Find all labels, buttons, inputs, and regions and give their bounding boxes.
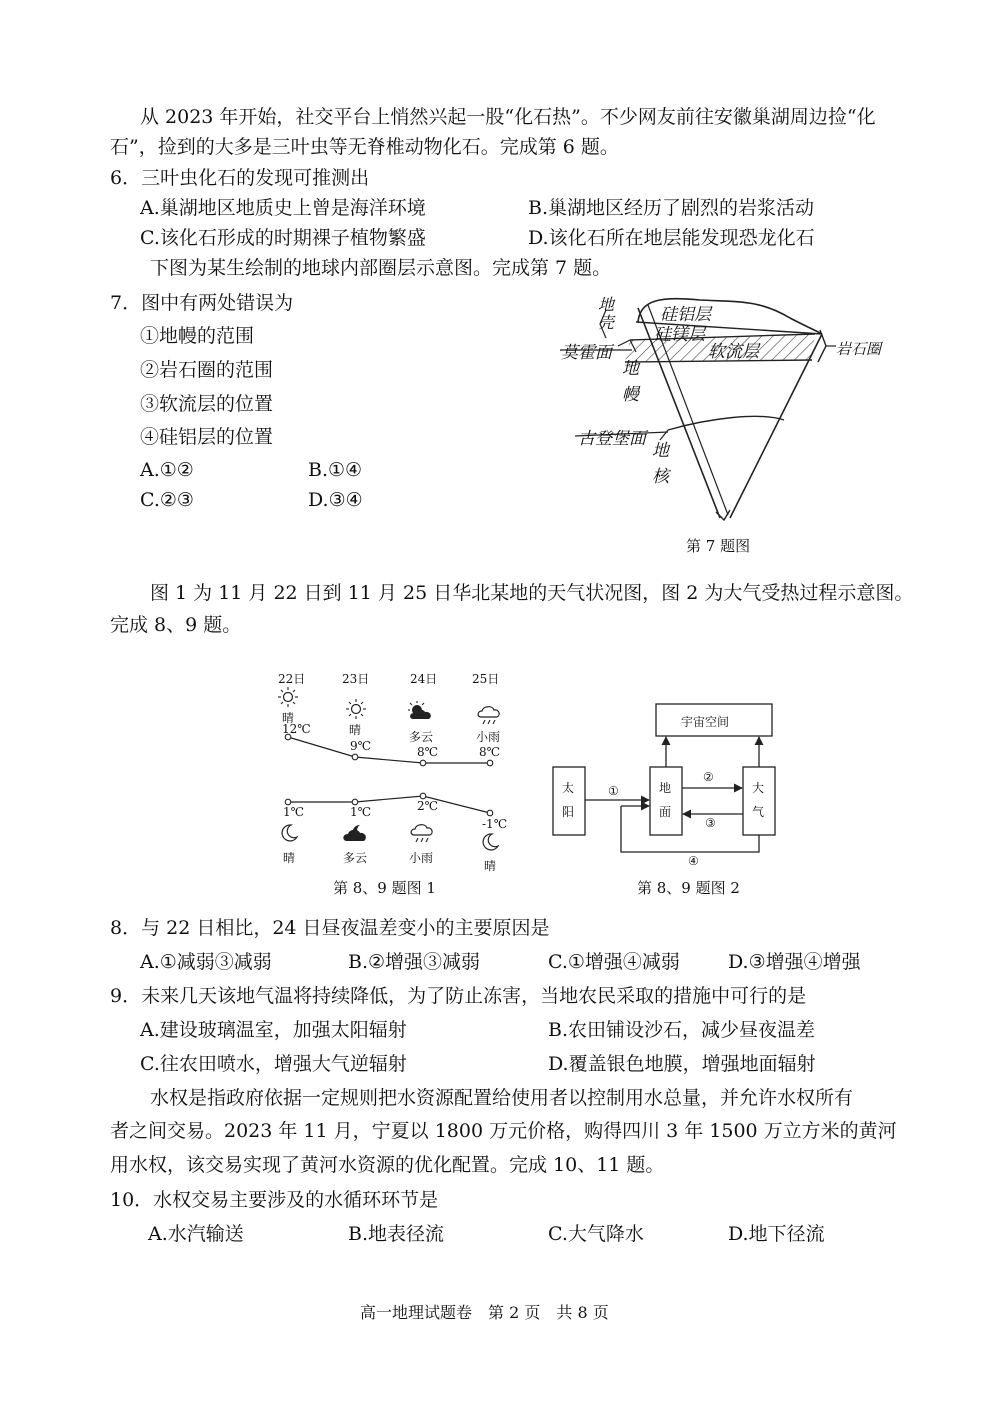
fig1-date-24: 24日 [410, 672, 438, 686]
q9-option-a: A.建设玻璃温室，加强太阳辐射 [140, 1019, 407, 1041]
fig1-day-weather-22: 晴 [282, 711, 295, 725]
fig1-night-weather-24: 小雨 [409, 851, 434, 865]
q6-option-c: C.该化石形成的时期裸子植物繁盛 [140, 227, 426, 249]
fig1-low-23: 1℃ [350, 805, 372, 819]
q7-item-3: ③软流层的位置 [140, 393, 274, 415]
fig2-num-3: ③ [705, 816, 716, 830]
fig1-high-22: 12℃ [282, 722, 311, 736]
fig1-low-24: 2℃ [417, 799, 439, 813]
fig2-num-1: ① [608, 784, 619, 798]
fig1-date-23: 23日 [342, 672, 370, 686]
q9-option-c: C.往农田喷水，增强大气逆辐射 [140, 1053, 407, 1075]
fig2-caption: 第 8、9 题图 2 [637, 879, 740, 897]
q8-option-d: D.③增强④增强 [728, 951, 861, 973]
fig7-label-lithosphere: 岩石圈 [836, 340, 882, 358]
fig2-num-4: ④ [688, 854, 699, 868]
fig1-date-22: 22日 [278, 672, 306, 686]
fig1-caption: 第 8、9 题图 1 [333, 879, 436, 897]
fig7-label-sima: 硅镁层 [654, 325, 705, 345]
q6-option-d: D.该化石所在地层能发现恐龙化石 [528, 227, 815, 249]
fig1-day-weather-23: 晴 [349, 723, 362, 737]
fig2-num-2: ② [703, 770, 714, 784]
fig1-night-weather-25: 晴 [484, 859, 497, 873]
q10-option-b: B.地表径流 [348, 1223, 445, 1245]
q7-option-a: A.①② [140, 459, 194, 481]
q8-stem: 8．与 22 日相比，24 日昼夜温差变小的主要原因是 [110, 917, 550, 939]
intro-6-line2: 石”，捡到的大多是三叶虫等无脊椎动物化石。完成第 6 题。 [110, 136, 619, 158]
fig1-day-weather-24: 多云 [409, 730, 434, 744]
intro-6-line1: 从 2023 年开始，社交平台上悄然兴起一股“化石热”。不少网友前往安徽巢湖周边捡“化 [140, 106, 876, 128]
q9-stem: 9．未来几天该地气温将持续降低，为了防止冻害，当地农民采取的措施中可行的是 [110, 985, 807, 1007]
q6-option-b: B.巢湖地区经历了剧烈的岩浆活动 [528, 197, 815, 219]
fig7-label-sial: 硅铝层 [660, 305, 711, 325]
intro-89-line1: 图 1 为 11 月 22 日到 11 月 25 日华北某地的天气状况图，图 2 为大气受热过程示意图。 [150, 582, 914, 604]
q7-option-d: D.③④ [308, 489, 363, 511]
fig7-label-core: 地核 [652, 441, 669, 487]
fig2-sun-label: 太阳 [562, 781, 575, 819]
fig1-high-25: 8℃ [479, 745, 501, 759]
fig1-date-25: 25日 [472, 672, 500, 686]
q8-option-c: C.①增强④减弱 [548, 951, 680, 973]
fig1-high-24: 8℃ [417, 745, 439, 759]
q8-option-a: A.①减弱③减弱 [140, 951, 272, 973]
fig2-space-label: 宇宙空间 [681, 715, 730, 729]
fig1-night-weather-23: 多云 [343, 851, 368, 865]
intro-89-line2: 完成 8、9 题。 [110, 614, 242, 636]
q7-item-4: ④硅铝层的位置 [140, 426, 274, 448]
fig7-label-moho: 莫霍面 [561, 343, 612, 363]
q10-option-c: C.大气降水 [548, 1223, 644, 1245]
intro-7: 下图为某生绘制的地球内部圈层示意图。完成第 7 题。 [150, 257, 612, 279]
q9-option-b: B.农田铺设沙石，减少昼夜温差 [548, 1019, 816, 1041]
q7-item-2: ②岩石圈的范围 [140, 359, 274, 381]
fig7-caption: 第 7 题图 [686, 537, 751, 555]
q10-option-d: D.地下径流 [728, 1223, 825, 1245]
q6-option-a: A.巢湖地区地质史上曾是海洋环境 [140, 197, 426, 219]
fig7-label-gutenberg: 古登堡面 [578, 429, 646, 449]
fig1-day-weather-25: 小雨 [476, 730, 501, 744]
fig1-high-23: 9℃ [350, 739, 372, 753]
q10-option-a: A.水汽输送 [148, 1223, 244, 1245]
fig2-atmosphere-label: 大气 [752, 781, 765, 819]
intro-1011-line2: 者之间交易。2023 年 11 月，宁夏以 1800 万元价格，购得四川 3 年 1500 万立方米的黄河 [110, 1120, 897, 1142]
fig1-low-22: 1℃ [283, 805, 305, 819]
q7-option-b: B.①④ [308, 459, 363, 481]
q9-option-d: D.覆盖银色地膜，增强地面辐射 [548, 1053, 816, 1075]
q7-item-1: ①地幔的范围 [140, 325, 255, 347]
fig1-low-25: -1℃ [482, 817, 508, 831]
intro-1011-line3: 用水权，该交易实现了黄河水资源的优化配置。完成 10、11 题。 [110, 1154, 665, 1176]
q8-option-b: B.②增强③减弱 [348, 951, 481, 973]
fig1-night-weather-22: 晴 [283, 851, 296, 865]
fig2-ground-label: 地面 [659, 781, 672, 819]
q7-stem: 7．图中有两处错误为 [110, 292, 294, 314]
fig7-label-mantle: 地幔 [622, 359, 639, 405]
page-footer: 高一地理试题卷 第 2 页 共 8 页 [360, 1303, 609, 1322]
q6-stem: 6．三叶虫化石的发现可推测出 [110, 167, 370, 189]
fig7-label-crust: 地壳 [598, 295, 615, 332]
q10-stem: 10．水权交易主要涉及的水循环环节是 [110, 1189, 439, 1211]
fig7-label-asthenosphere: 软流层 [708, 342, 759, 362]
intro-1011-line1: 水权是指政府依据一定规则把水资源配置给使用者以控制用水总量，并允许水权所有 [150, 1087, 854, 1109]
q7-option-c: C.②③ [140, 489, 194, 511]
